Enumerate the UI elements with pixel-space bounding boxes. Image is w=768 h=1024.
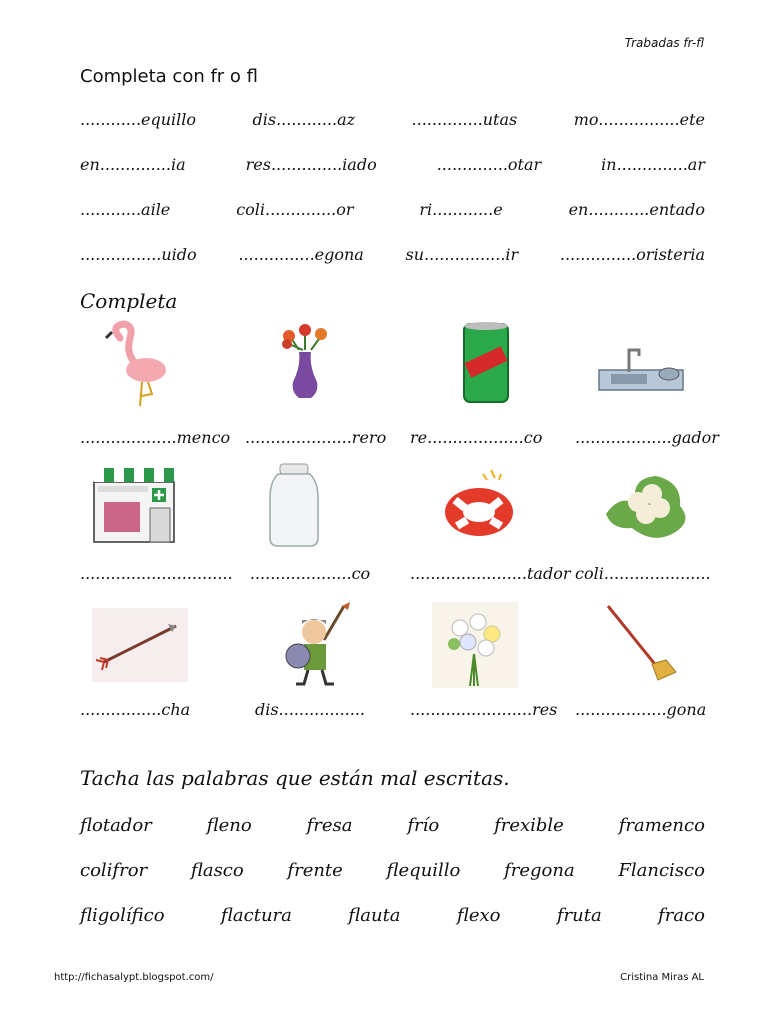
word-row-1 xyxy=(80,815,705,836)
word-item: flequillo xyxy=(386,860,461,881)
fill-item: ...............egona xyxy=(238,245,364,264)
picture-label: ..................gona xyxy=(575,700,707,719)
picture-label: coli..................... xyxy=(575,564,711,583)
fill-item: en............entado xyxy=(568,200,705,219)
arrow-icon xyxy=(90,600,190,690)
footer-author: Cristina Miras AL xyxy=(620,972,704,983)
fill-item: ri............e xyxy=(419,200,503,219)
fill-item: ............aile xyxy=(80,200,171,219)
word-item: fleno xyxy=(206,815,252,836)
page-header: Trabadas fr-fl xyxy=(624,36,704,50)
warrior-icon xyxy=(270,600,360,690)
picture-row-1 xyxy=(80,318,705,408)
label-row-1 xyxy=(80,428,719,447)
fill-item: coli..............or xyxy=(236,200,354,219)
cauliflower-icon xyxy=(600,462,690,552)
picture-label: dis................. xyxy=(254,700,366,719)
bouquet-icon xyxy=(430,600,520,690)
fill-row-4 xyxy=(80,245,705,264)
sink-icon xyxy=(595,318,685,408)
picture-label: ...................menco xyxy=(80,428,231,447)
fill-item: ..............otar xyxy=(436,155,542,174)
picture-label: .....................rero xyxy=(245,428,387,447)
word-item: flactura xyxy=(220,905,292,926)
mop-icon xyxy=(600,600,690,690)
word-item: Flancisco xyxy=(618,860,705,881)
picture-label: ................cha xyxy=(80,700,191,719)
picture-row-2 xyxy=(80,462,705,552)
picture-label: ........................res xyxy=(410,700,558,719)
fill-item: su................ir xyxy=(405,245,519,264)
picture-label: ...................gador xyxy=(575,428,719,447)
word-row-2 xyxy=(80,860,705,881)
fill-item: res..............iado xyxy=(245,155,377,174)
word-item: frexible xyxy=(494,815,564,836)
flamingo-icon xyxy=(90,318,180,408)
fill-item: ...............oristeria xyxy=(559,245,705,264)
picture-label: ....................co xyxy=(249,564,371,583)
word-item: fraco xyxy=(658,905,705,926)
fill-item: ..............utas xyxy=(411,110,518,129)
flower-vase-icon xyxy=(263,318,353,408)
word-item: colifror xyxy=(80,860,148,881)
word-item: fregona xyxy=(504,860,575,881)
section1-title: Completa con fr o fl xyxy=(80,66,258,87)
fill-row-3 xyxy=(80,200,705,219)
life-ring-icon xyxy=(435,462,525,552)
fill-item: en..............ia xyxy=(80,155,186,174)
label-row-2 xyxy=(80,564,711,583)
fill-item: dis............az xyxy=(252,110,356,129)
fill-item: mo................ete xyxy=(573,110,705,129)
word-row-3 xyxy=(80,905,705,926)
fill-item: in..............ar xyxy=(601,155,705,174)
pharmacy-icon xyxy=(90,462,180,552)
word-item: fligolífico xyxy=(80,905,165,926)
fill-row-2 xyxy=(80,155,705,174)
word-item: flauta xyxy=(348,905,401,926)
jar-icon xyxy=(250,462,340,552)
word-item: flasco xyxy=(190,860,244,881)
word-item: fruta xyxy=(556,905,602,926)
word-item: flotador xyxy=(80,815,152,836)
word-item: framenco xyxy=(618,815,705,836)
can-icon xyxy=(446,318,536,408)
word-item: frente xyxy=(287,860,343,881)
fill-item: ............equillo xyxy=(80,110,197,129)
word-item: frío xyxy=(407,815,440,836)
label-row-3 xyxy=(80,700,705,719)
section2-title: Completa xyxy=(80,289,178,313)
picture-row-3 xyxy=(80,600,705,690)
word-item: flexo xyxy=(456,905,501,926)
picture-label: .......................tador xyxy=(410,564,571,583)
section3-title: Tacha las palabras que están mal escritas. xyxy=(80,766,510,790)
fill-row-1 xyxy=(80,110,705,129)
picture-label: re...................co xyxy=(410,428,543,447)
footer-url: http://fichasalypt.blogspot.com/ xyxy=(54,972,214,983)
picture-label: .............................. xyxy=(80,564,233,583)
word-item: fresa xyxy=(306,815,353,836)
fill-item: ................uido xyxy=(80,245,197,264)
